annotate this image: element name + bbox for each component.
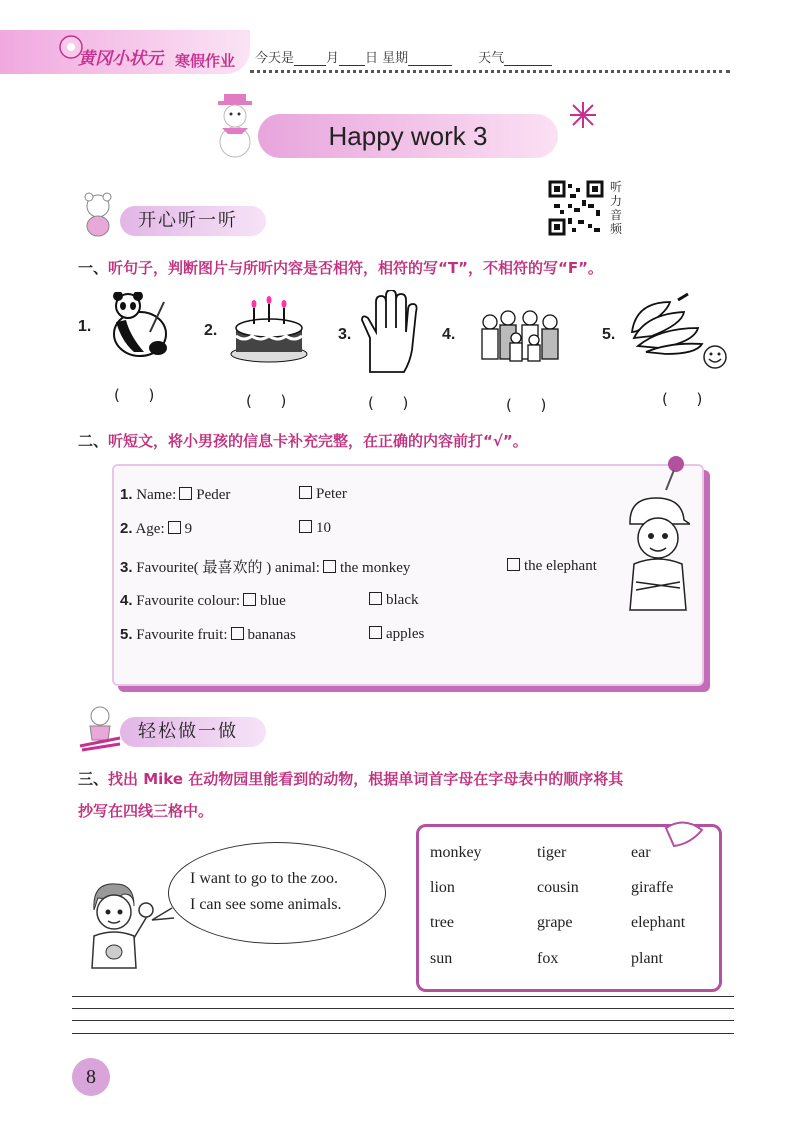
birthday-cake-picture xyxy=(228,294,310,364)
option-text: the elephant xyxy=(524,558,597,574)
card-row-number: 5. xyxy=(120,626,133,643)
date-line xyxy=(255,47,552,66)
writing-line[interactable] xyxy=(72,1020,734,1021)
writing-line[interactable] xyxy=(72,1008,734,1009)
page-number: 8 xyxy=(72,1058,110,1096)
question-3-instruction: 找出 Mike 在动物园里能看到的动物，根据单词首字母在字母表中的顺序将其 xyxy=(108,770,624,788)
word: sun xyxy=(430,950,453,967)
weekday-label: 日 星期 xyxy=(365,51,409,66)
speech-line-1: I want to go to the zoo. xyxy=(190,870,338,887)
weekday-blank[interactable] xyxy=(408,65,452,66)
page-title: Happy work 3 xyxy=(328,121,488,151)
question-1-text xyxy=(78,257,603,278)
checkbox[interactable] xyxy=(299,486,312,499)
speech-line-2: I can see some animals. xyxy=(190,896,342,913)
page-curl-icon xyxy=(664,816,704,848)
word: grape xyxy=(537,914,573,931)
panda-picture xyxy=(104,292,178,358)
question-3-number: 三、 xyxy=(78,770,109,788)
card-row-number: 3. xyxy=(120,559,133,576)
item-2-number: 2. xyxy=(204,322,218,339)
card-option-fruit-2 xyxy=(366,626,424,643)
qr-caption: 听力音频 xyxy=(610,180,623,236)
option-text: 10 xyxy=(316,520,331,536)
option-text: black xyxy=(386,592,419,608)
card-row-fruit xyxy=(120,626,296,644)
question-2-instruction: 听短文，将小男孩的信息卡补充完整，在正确的内容前打“√”。 xyxy=(108,432,528,450)
card-row-name xyxy=(120,486,230,504)
checkbox[interactable] xyxy=(243,593,256,606)
brand-logo-text: 黄冈小状元 xyxy=(78,49,163,69)
month-label: 月 xyxy=(326,51,340,66)
checkbox[interactable] xyxy=(168,521,181,534)
word: tree xyxy=(430,914,454,931)
mike-illustration xyxy=(84,880,160,970)
question-3-text-line2: 抄写在四线三格中。 xyxy=(78,802,214,820)
date-prefix: 今天是 xyxy=(255,51,295,66)
bananas-picture xyxy=(626,292,706,356)
card-field-label: Favourite colour: xyxy=(136,593,240,609)
option-text: bananas xyxy=(247,627,296,643)
card-row-number: 2. xyxy=(120,520,133,537)
card-option-name-2 xyxy=(296,486,347,503)
word: elephant xyxy=(631,914,686,931)
word: lion xyxy=(430,879,455,896)
section-heading-practice: 轻松做一做 xyxy=(120,717,266,747)
card-field-label: Favourite( 最喜欢的 ) animal: xyxy=(136,560,320,576)
word: tiger xyxy=(537,844,567,861)
boy-illustration xyxy=(620,494,690,612)
homework-label: 寒假作业 xyxy=(175,52,236,70)
card-option-age-2 xyxy=(296,520,331,537)
question-2-number: 二、 xyxy=(78,432,109,450)
card-row-colour xyxy=(120,592,286,610)
option-text: blue xyxy=(260,593,286,609)
card-row-number: 1. xyxy=(120,486,133,503)
word: ear xyxy=(631,844,651,861)
checkbox[interactable] xyxy=(323,560,336,573)
item-4-number: 4. xyxy=(442,326,456,343)
speech-bubble-tail xyxy=(150,906,176,924)
option-text: 9 xyxy=(184,521,193,537)
smiley-icon xyxy=(702,344,728,370)
card-row-animal xyxy=(120,556,410,577)
answer-blank-2[interactable]: ( ) xyxy=(246,392,287,410)
speech-text xyxy=(190,866,342,918)
word: plant xyxy=(631,950,663,967)
month-blank[interactable] xyxy=(294,65,326,66)
option-text: Peder xyxy=(196,487,231,503)
word: fox xyxy=(537,950,559,967)
card-option-animal-2 xyxy=(504,558,597,575)
option-text: Peter xyxy=(316,486,347,502)
checkbox[interactable] xyxy=(179,487,192,500)
skiing-mascot-icon xyxy=(78,704,122,752)
snowflake-icon xyxy=(568,100,598,130)
word: cousin xyxy=(537,879,579,896)
family-picture xyxy=(476,308,564,368)
weather-blank[interactable] xyxy=(504,65,552,66)
card-row-age xyxy=(120,520,192,538)
card-field-label: Age: xyxy=(135,521,165,537)
snowman-icon xyxy=(208,92,264,158)
option-text: the monkey xyxy=(339,560,411,576)
card-row-number: 4. xyxy=(120,592,133,609)
section-heading-listen: 开心听一听 xyxy=(120,206,266,236)
word: giraffe xyxy=(631,879,674,896)
day-blank[interactable] xyxy=(339,65,365,66)
answer-blank-5[interactable]: ( ) xyxy=(662,390,703,408)
checkbox[interactable] xyxy=(299,520,312,533)
checkbox[interactable] xyxy=(369,626,382,639)
question-1-instruction: 听句子，判断图片与所听内容是否相符，相符的写“T”，不相符的写“F”。 xyxy=(108,259,603,277)
qr-code-icon[interactable] xyxy=(548,180,604,236)
answer-blank-1[interactable]: ( ) xyxy=(114,386,155,404)
writing-line[interactable] xyxy=(72,1033,734,1034)
answer-blank-4[interactable]: ( ) xyxy=(506,396,547,414)
question-1-number: 一、 xyxy=(78,259,109,277)
card-field-label: Name: xyxy=(136,487,177,503)
question-2-text xyxy=(78,430,528,451)
checkbox[interactable] xyxy=(369,592,382,605)
writing-line[interactable] xyxy=(72,996,734,997)
hand-picture xyxy=(356,290,420,376)
item-1-number: 1. xyxy=(78,318,92,335)
checkbox[interactable] xyxy=(507,558,520,571)
option-text: apples xyxy=(386,626,425,642)
answer-blank-3[interactable]: ( ) xyxy=(368,394,409,412)
header-dotted-rule xyxy=(250,70,730,73)
checkbox[interactable] xyxy=(231,627,244,640)
card-field-label: Favourite fruit: xyxy=(136,627,228,643)
weather-label: 天气 xyxy=(478,51,505,66)
pushpin-icon xyxy=(662,454,692,494)
bear-mascot-icon xyxy=(78,192,118,238)
question-3-text-line1 xyxy=(78,768,623,789)
word: monkey xyxy=(430,844,482,861)
item-5-number: 5. xyxy=(602,326,616,343)
card-option-colour-2 xyxy=(366,592,418,609)
item-3-number: 3. xyxy=(338,326,352,343)
